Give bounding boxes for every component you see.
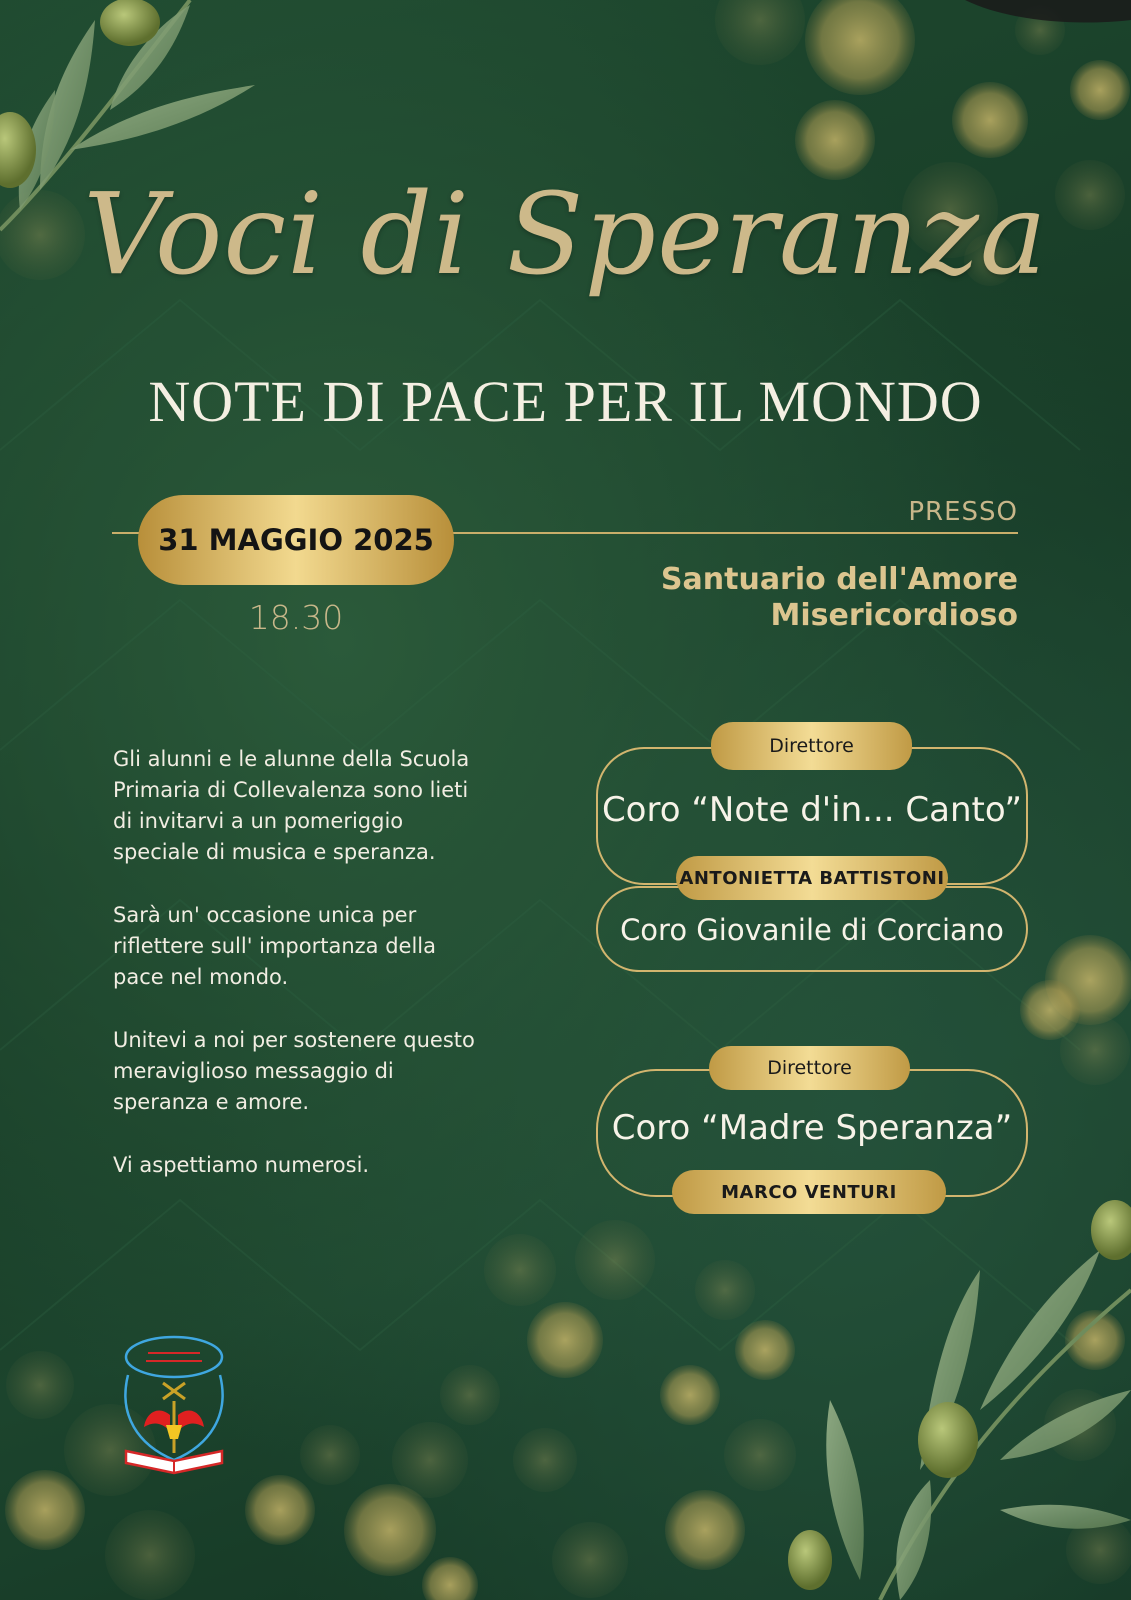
venue-line-1: Santuario dell'Amore <box>660 562 1018 597</box>
school-crest-icon <box>118 1335 228 1485</box>
paragraph: Unitevi a noi per sostenere questo meraviglioso messaggio di speranza e amore. <box>113 1028 475 1114</box>
paragraph: Gli alunni e le alunne della Scuola Primaria di Collevalenza sono lieti di invitarvi a un pomeriggio speciale di musica e speranza. <box>113 747 470 864</box>
director-label: Direttore <box>711 722 912 770</box>
venue-name <box>661 562 1018 634</box>
event-time: 18.30 <box>248 598 344 637</box>
choir-1-director-name: ANTONIETTA BATTISTONI <box>676 856 948 900</box>
date-badge: 31 MAGGIO 2025 <box>138 495 454 585</box>
director-label: Direttore <box>709 1046 910 1090</box>
event-title: Voci di Speranza <box>83 170 1048 300</box>
choir-1-name: Coro “Note d'in... Canto” <box>601 790 1023 830</box>
choir-2-director-name: MARCO VENTURI <box>672 1170 946 1214</box>
paragraph: Vi aspettiamo numerosi. <box>113 1153 370 1177</box>
paragraph: Sarà un' occasione unica per riflettere sull' importanza della pace nel mondo. <box>113 903 437 989</box>
venue-line-2: Misericordioso <box>770 598 1018 633</box>
choir-1-secondary-name: Coro Giovanile di Corciano <box>620 913 1004 947</box>
invitation-text <box>113 744 493 1213</box>
choir-2-name: Coro “Madre Speranza” <box>611 1108 1013 1148</box>
event-subtitle: NOTE DI PACE PER IL MONDO <box>148 369 983 434</box>
venue-prefix: PRESSO <box>908 497 1018 527</box>
